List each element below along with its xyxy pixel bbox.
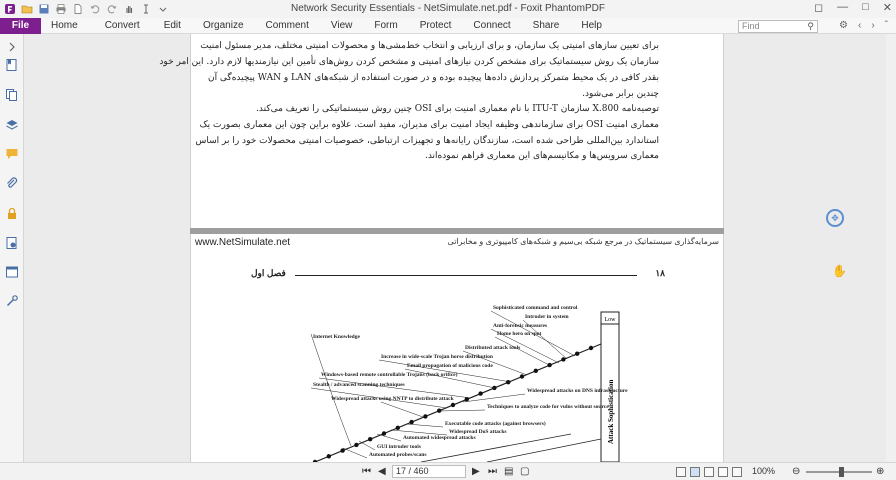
title-bar [0, 0, 896, 18]
data-point [327, 454, 331, 458]
diagram-label: Widespread attacks using NNTP to distribute attack [331, 396, 454, 402]
data-point [437, 409, 441, 413]
document-viewer[interactable] [24, 34, 896, 462]
attachments-icon[interactable] [5, 177, 19, 191]
first-page-icon[interactable]: ⏮ [362, 466, 371, 477]
tab-connect[interactable]: Connect [473, 20, 511, 31]
diagram-label: Sophisticated command and control [493, 305, 578, 311]
diagram-label: GUI intruder tools [377, 444, 421, 450]
data-point [354, 443, 358, 447]
diagram-label: Widespread attacks on DNS infrastructure [527, 388, 628, 394]
diagram-label: Anti-forensic measures [493, 323, 548, 329]
tab-organize[interactable]: Organize [202, 20, 244, 31]
continuous-facing-view-icon[interactable] [718, 467, 728, 477]
nav-forward-icon[interactable]: › [871, 20, 875, 31]
zoom-out-icon[interactable]: ⊖ [792, 466, 801, 477]
diagram-label: Automated probes/scans [369, 452, 427, 458]
page-number-value: 17 / 460 [396, 466, 429, 476]
data-point [409, 420, 413, 424]
page-text-line: توصیه‌نامه X.800 سازمان ITU-T با نام معماری امنیت برای OSI چنین روش سیستماتیکی را تعریف می‌کند. [256, 104, 659, 114]
pages-icon[interactable] [5, 88, 19, 102]
page-text-line: بقدر کافی در یک محیط متمرکز پردازش داده‌ها پیچیده بوده و در صورت استفاده از شبکه‌های LAN و WAN پیچیده‌گی آن [207, 73, 659, 83]
attack-sophistication-diagram [191, 234, 724, 462]
page-text-line: چندین برابر می‌شود. [582, 89, 659, 99]
tab-convert[interactable]: Convert [104, 20, 140, 31]
continuous-view-icon[interactable] [690, 467, 700, 477]
settings-icon[interactable]: ⚙ [839, 20, 848, 31]
diagram-label: Stealth / advanced scanning techniques [313, 382, 405, 388]
diagram-label: Automated widespread attacks [403, 435, 476, 441]
maximize-button[interactable]: □ [862, 1, 869, 13]
diagram-label: Email propagation of malicious code [407, 363, 493, 369]
redo-icon[interactable] [105, 2, 119, 16]
status-bar [0, 462, 896, 480]
data-point [382, 431, 386, 435]
bookmark-icon[interactable] [5, 58, 19, 72]
page-text-line: معماری سرویس‌ها و مکانیسم‌های این معماری فراهم نموده‌اند. [424, 151, 659, 161]
tab-form[interactable]: Form [374, 20, 398, 31]
watermark-text: www.NetSimulate.net [195, 237, 291, 248]
fit-page-icon[interactable]: ▤ [504, 466, 514, 477]
expand-panel-icon[interactable] [5, 40, 19, 54]
undo-icon[interactable] [88, 2, 102, 16]
navigation-panel [0, 34, 24, 462]
customize-dropdown-icon[interactable] [156, 2, 170, 16]
single-page-view-icon[interactable] [676, 467, 686, 477]
diagram-label: Home hero on spot [497, 331, 542, 337]
pdf-page-current [190, 234, 724, 462]
page-navigator-icon[interactable]: ✥ [826, 209, 844, 227]
hand-tool-icon[interactable] [122, 2, 136, 16]
tab-comment[interactable]: Comment [265, 20, 309, 31]
open-icon[interactable] [20, 2, 34, 16]
page-number-input[interactable] [392, 465, 466, 478]
search-icon[interactable]: ⚲ [807, 21, 814, 31]
page-text-line: برای تعیین سازهای امنیتی یک سازمان، و برای ارزیابی و انتخاب خط‌مشی‌ها و محصولات امنیتی مختلف، مدیر مسئول امنیت [200, 41, 659, 51]
axis-top-label: Low [604, 317, 616, 323]
ribbon-tabs [0, 18, 896, 34]
diagram-label: Techniques to analyze code for vulns without source [487, 404, 609, 410]
nav-back-icon[interactable]: ‹ [857, 20, 862, 31]
data-point [478, 391, 482, 395]
data-point [451, 403, 455, 407]
diagram-label: Executable code attacks (against browsers) [445, 421, 546, 427]
data-point [340, 448, 344, 452]
data-point [396, 426, 400, 430]
app-logo-icon [3, 2, 17, 16]
data-point [423, 414, 427, 418]
reading-mode-icon[interactable] [732, 467, 742, 477]
diagram-label: Increase in wide-scale Trojan horse distribution [381, 354, 493, 360]
diagram-label: Intruder in system [525, 314, 569, 320]
tab-share[interactable]: Share [532, 20, 560, 31]
print-icon[interactable] [54, 2, 68, 16]
tab-home[interactable]: Home [51, 20, 78, 31]
tab-protect[interactable]: Protect [419, 20, 452, 31]
diagram-label: Windows-based remote controllable Trojans (back orifice) [321, 372, 458, 378]
tab-file[interactable]: File [0, 18, 41, 34]
ribbon-right-controls [839, 20, 888, 31]
window-title: Network Security Essentials - NetSimulate.net.pdf - Foxit PhantomPDF [290, 3, 605, 14]
axis-label: Attack Sophistication [607, 379, 615, 444]
page-number: ۱۸ [655, 268, 665, 278]
close-button[interactable]: ✕ [882, 2, 892, 14]
zoom-level[interactable]: 100% [752, 466, 776, 476]
page-text-line: سازمان یک روش سیستماتیک برای مشخص کردن نیازهای امنیتی و مشخص کردن روش‌های تأمین این نیازمندیها لازم دارد. این امر خود [159, 57, 659, 67]
layers-icon[interactable] [5, 118, 19, 132]
tools-icon[interactable] [5, 294, 19, 308]
signatures-icon[interactable] [5, 236, 19, 250]
security-lock-icon[interactable] [5, 207, 19, 221]
diagram-label: Widespread DoS attacks [449, 429, 507, 435]
data-point [520, 374, 524, 378]
tab-help[interactable]: Help [581, 20, 602, 31]
last-page-icon[interactable]: ⏭ [488, 466, 497, 477]
trend-line-bottom [487, 439, 601, 462]
page-text-line: معماری امنیت OSI برای سازماندهی وظیفه ایجاد امنیت برای مدیران، مفید است. علاوه براین چون این معماری بصورت یک [199, 120, 659, 130]
comments-icon[interactable] [5, 147, 19, 161]
minimize-button[interactable]: — [837, 1, 849, 13]
save-icon[interactable] [37, 2, 51, 16]
page-text-line: استاندارد بین‌المللی طراحی شده است، سازندگان رایانه‌ها و تجهیزات ارتباطی، خصوصیات امنیتی محصولات خود را بر اساس [195, 136, 659, 146]
tab-edit[interactable]: Edit [163, 20, 181, 31]
diagram-label: Internet Knowledge [313, 334, 360, 340]
ribbon-display-icon[interactable]: ◻ [813, 2, 824, 14]
data-point [561, 357, 565, 361]
pdf-page-previous [159, 34, 724, 228]
collapse-ribbon-icon[interactable]: ˆ [884, 20, 888, 31]
window-controls [814, 1, 892, 14]
hand-cursor-icon: ✋ [832, 264, 847, 278]
select-text-icon[interactable] [139, 2, 153, 16]
data-point [506, 380, 510, 384]
fit-width-icon[interactable]: ▢ [520, 466, 530, 477]
data-point [368, 437, 372, 441]
data-point [575, 352, 579, 356]
next-page-icon[interactable]: ▶ [472, 466, 480, 477]
previous-page-icon[interactable]: ◀ [378, 466, 386, 477]
new-document-icon[interactable] [71, 2, 85, 16]
running-header: سرمایه‌گذاری سیستماتیک در مرجع شبکه بی‌سیم و شبکه‌های کامپیوتری و مخابراتی [447, 237, 719, 246]
facing-view-icon[interactable] [704, 467, 714, 477]
search-input[interactable] [738, 20, 818, 33]
chapter-title: فصل اول [251, 268, 286, 278]
vertical-scrollbar[interactable] [886, 34, 896, 462]
tab-view[interactable]: View [330, 20, 353, 31]
search-placeholder: Find [742, 21, 760, 31]
zoom-in-icon[interactable]: ⊕ [876, 466, 885, 477]
data-point [589, 346, 593, 350]
content-icon[interactable] [5, 265, 19, 279]
diagram-label: Distributed attack tools [465, 345, 521, 351]
zoom-slider-thumb[interactable] [839, 467, 844, 477]
data-point [534, 369, 538, 373]
quick-access-toolbar [0, 2, 170, 16]
